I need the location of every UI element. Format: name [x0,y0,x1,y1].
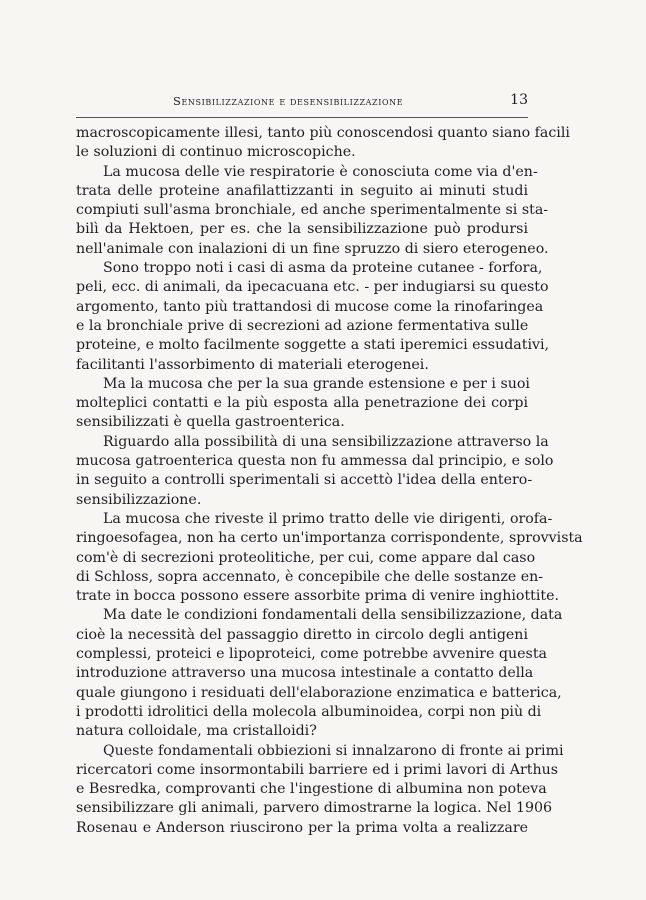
text-line: trata delle proteine anafilattizzanti in seguito ai minuti studi [76,182,528,199]
text-line: Ma date le condizioni fondamentali della sensibilizzazione, data [103,607,563,624]
text-line: peli, ecc. di animali, da ipecacuana etc. - per indugiarsi su questo [76,279,549,296]
text-line: quale giungono i residuati dell'elaborazione enzimatica e batterica, [76,684,562,701]
text-line: sensibilizzazione. [76,491,202,508]
text-line: macroscopicamente illesi, tanto più conoscendosi quanto siano facili [76,125,570,141]
text-line: La mucosa delle vie respiratorie è conosciuta come via d'en- [103,163,538,180]
text-line: compiuti sull'asma bronchiale, ed anche sperimentalmente si sta- [76,202,549,219]
text-line: proteine, e molto facilmente soggette a stati iperemici essudativi, [76,337,550,354]
text-line: Rosenau e Anderson riuscirono per la prima volta a realizzare [76,819,528,836]
text-line: com'è di secrezioni proteolitiche, per cui, come appare dal caso [76,549,536,566]
text-line: Sono troppo noti i casi di asma da proteine cutanee - forfora, [103,260,543,277]
text-line: natura colloidale, ma cristalloidi? [76,723,317,740]
running-title: Sensibilizzazione e desensibilizzazione [173,94,404,108]
header-rule [76,117,528,118]
text-line: Queste fondamentali obbiezioni si innalzarono di fronte ai primi [103,742,564,759]
text-line: Ma la mucosa che per la sua grande estensione e per i suoi [103,375,530,392]
text-line: La mucosa che riveste il primo tratto delle vie dirigenti, orofa- [103,510,553,527]
text-line: cioè la necessità del passaggio diretto in circolo degli antigeni [76,626,528,643]
text-line: ringoesofagea, non ha certo un'importanza corrispondente, sprovvista [76,530,583,547]
text-line: trate in bocca possono essere assorbite prima di venire inghiottite. [76,588,559,605]
text-line: i prodotti idrolitici della molecola albuminoidea, corpi non più di [76,703,542,720]
text-line: facilitanti l'assorbimento di materiali eterogenei. [76,356,429,373]
text-line: di Schloss, sopra accennato, è concepibile che delle sostanze en- [76,568,544,585]
text-line: introduzione attraverso una mucosa intestinale a contatto della [76,665,534,682]
text-line: le soluzioni di continuo microscopiche. [76,144,356,161]
text-line: e Besredka, comprovanti che l'ingestione di albumina non poteva [76,781,547,798]
body-text [76,124,583,838]
text-line: nell'animale con inalazioni di un fine spruzzo di siero eterogeneo. [76,240,549,257]
text-line: e la bronchiale prive di secrezioni ad azione fermentativa sulle [76,317,529,334]
text-line: mucosa gatroenterica questa non fu ammessa dal principio, e solo [76,453,554,470]
text-line: sensibilizzati è quella gastroenterica. [76,414,345,431]
text-line: molteplici contatti e la più esposta alla penetrazione dei corpi [76,395,528,412]
text-line: bilì da Hektoen, per es. che la sensibilizzazione può prodursi [76,221,528,238]
text-line: complessi, proteici e lipoproteici, come potrebbe avvenire questa [76,646,547,663]
running-header [76,93,528,113]
page-number: 13 [510,92,528,108]
text-line: sensibilizzare gli animali, parvero dimostrarne la logica. Nel 1906 [76,800,553,817]
text-line: in seguito a controlli sperimentali si accettò l'idea della entero- [76,472,533,489]
text-line: Riguardo alla possibilità di una sensibilizzazione attraverso la [103,433,549,450]
text-line: argomento, tanto più trattandosi di mucose come la rinofaringea [76,298,544,315]
text-line: ricercatori come insormontabili barriere ed i primi lavori di Arthus [76,761,559,778]
